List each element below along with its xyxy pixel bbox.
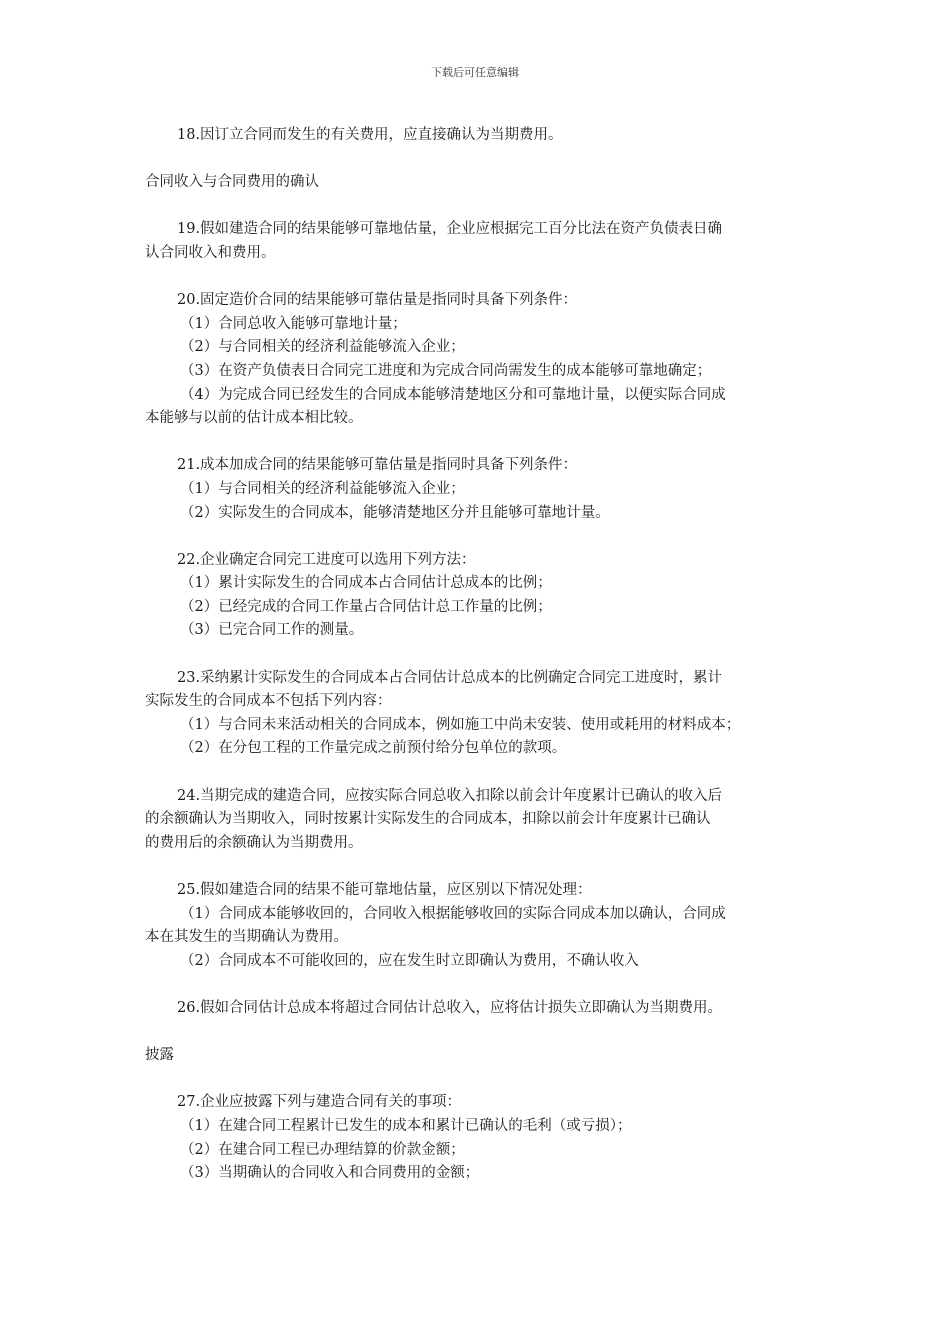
text-line: （1）累计实际发生的合同成本占合同估计总成本的比例； (180, 575, 552, 592)
text-line: 的费用后的余额确认为当期费用。 (145, 834, 363, 851)
text-line: （2）已经完成的合同工作量占合同估计总工作量的比例； (180, 598, 552, 615)
paragraph-p23 (145, 667, 815, 761)
text-line: （2）与合同相关的经济利益能够流入企业； (180, 339, 465, 356)
text-line: （2）在分包工程的工作量完成之前预付给分包单位的款项。 (180, 740, 567, 757)
text-line: （3）当期确认的合同收入和合同费用的金额； (180, 1165, 480, 1182)
text-line: （2）在建合同工程已办理结算的价款金额； (180, 1141, 465, 1158)
section-heading (145, 1044, 815, 1068)
document-body (145, 124, 815, 1209)
text-line: 25.假如建造合同的结果不能可靠地估量，应区别以下情况处理： (177, 882, 592, 898)
text-line: 20.固定造价合同的结果能够可靠估量是指同时具备下列条件： (177, 292, 578, 309)
text-line: 26.假如合同估计总成本将超过合同估计总收入，应将估计损失立即确认为当期费用。 (177, 999, 723, 1016)
text-line: 24.当期完成的建造合同，应按实际合同总收入扣除以前会计年度累计已确认的收入后 (177, 787, 723, 804)
paragraph-p22 (145, 549, 815, 643)
text-line: 本能够与以前的估计成本相比较。 (145, 410, 363, 427)
paragraph-p20 (145, 289, 815, 431)
text-line: （4）为完成合同已经发生的合同成本能够清楚地区分和可靠地计量，以便实际合同成 (180, 386, 726, 403)
text-line: 23.采纳累计实际发生的合同成本占合同估计总成本的比例确定合同完工进度时，累计 (177, 669, 723, 686)
paragraph-p25 (145, 879, 815, 973)
text-line: 实际发生的合同成本不包括下列内容： (145, 693, 392, 710)
text-line: （3）在资产负债表日合同完工进度和为完成合同尚需发生的成本能够可靠地确定； (180, 362, 712, 379)
text-line: 27.企业应披露下列与建造合同有关的事项： (177, 1094, 462, 1111)
text-line: （1）合同成本能够收回的，合同收入根据能够收回的实际合同成本加以确认，合同成 (180, 905, 726, 922)
text-line: 的余额确认为当期收入，同时按累计实际发生的合同成本，扣除以前会计年度累计已确认 (145, 811, 711, 828)
text-line: （3）已完合同工作的测量。 (180, 622, 364, 639)
text-line: （2）合同成本不可能收回的，应在发生时立即确认为费用，不确认收入 (180, 952, 639, 969)
text-line: （2）实际发生的合同成本，能够清楚地区分并且能够可靠地计量。 (180, 504, 610, 521)
text-line: 认合同收入和费用。 (145, 244, 276, 261)
text-line: 本在其发生的当期确认为费用。 (145, 929, 348, 946)
text-line: （1）在建合同工程累计已发生的成本和累计已确认的毛利（或亏损）； (180, 1117, 632, 1134)
paragraph-p26 (145, 997, 815, 1021)
text-line: （1）与合同相关的经济利益能够流入企业； (180, 480, 465, 497)
section-heading (145, 171, 815, 195)
text-line: 披露 (145, 1047, 174, 1064)
paragraph-p18 (145, 124, 815, 148)
text-line: 合同收入与合同费用的确认 (145, 174, 319, 191)
text-line: 18.因订立合同而发生的有关费用，应直接确认为当期费用。 (177, 127, 563, 143)
page-header: 下载后可任意编辑 (431, 66, 519, 79)
paragraph-p27 (145, 1091, 815, 1185)
paragraph-p21 (145, 454, 815, 525)
text-line: 21.成本加成合同的结果能够可靠估量是指同时具备下列条件： (177, 457, 578, 474)
text-line: （1）合同总收入能够可靠地计量； (180, 315, 407, 332)
text-line: 19.假如建造合同的结果能够可靠地估量，企业应根据完工百分比法在资产负债表日确 (177, 221, 723, 238)
text-line: 22.企业确定合同完工进度可以选用下列方法： (177, 551, 476, 568)
paragraph-p24 (145, 785, 815, 856)
text-line: （1）与合同未来活动相关的合同成本，例如施工中尚未安装、使用或耗用的材料成本； (180, 716, 741, 733)
paragraph-p19 (145, 218, 815, 265)
